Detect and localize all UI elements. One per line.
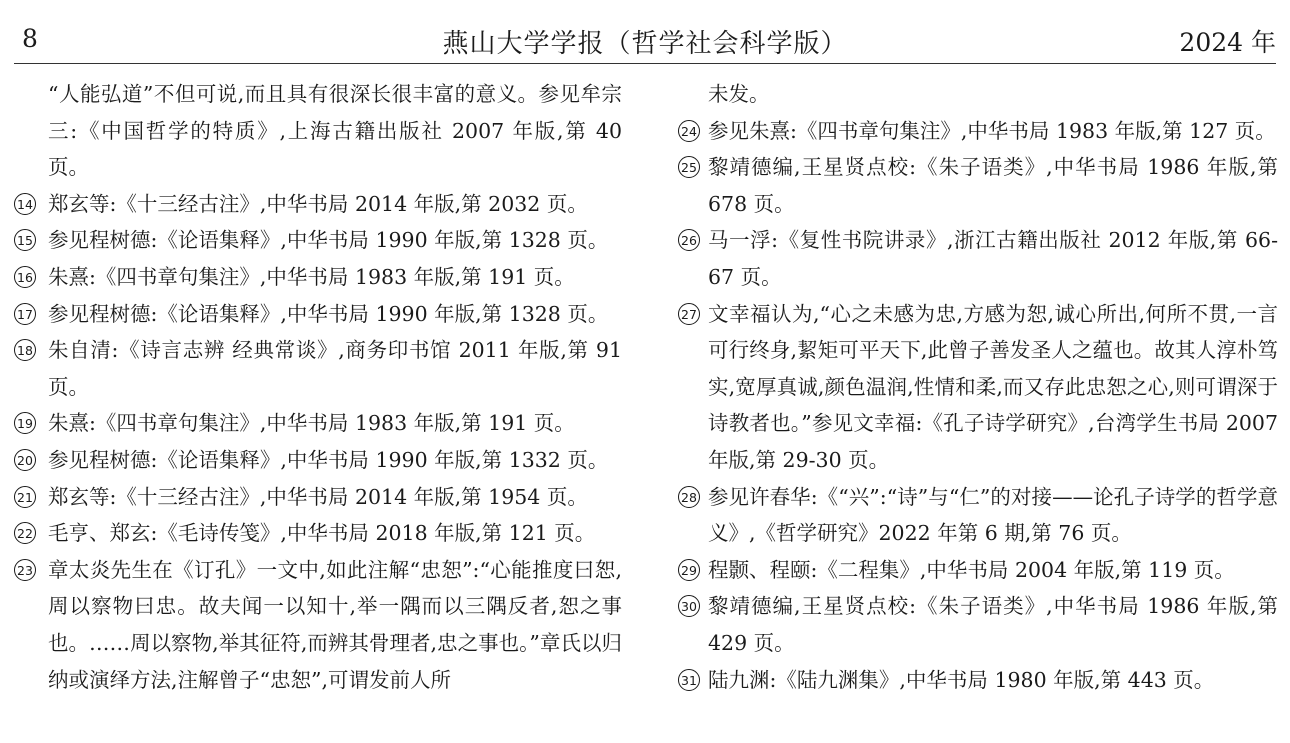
footnote-number: 28 [678, 486, 700, 508]
footnote: 20 参见程树德:《论语集释》,中华书局 1990 年版,第 1332 页。 [14, 442, 622, 479]
footnote-number: 26 [678, 229, 700, 251]
year-label: 2024 年 [1179, 28, 1276, 57]
right-column [678, 76, 1278, 698]
footnote-continuation: 未发。 [708, 82, 770, 106]
footnote-number: 21 [14, 486, 36, 508]
footnote-number: 29 [678, 559, 700, 581]
footnote-number: 17 [14, 303, 36, 325]
footnote: 29 程颢、程颐:《二程集》,中华书局 2004 年版,第 119 页。 [678, 552, 1278, 589]
footnote: 14 郑玄等:《十三经古注》,中华书局 2014 年版,第 2032 页。 [14, 186, 622, 223]
footnote: 26 马一浮:《复性书院讲录》,浙江古籍出版社 2012 年版,第 66-67 页。 [678, 222, 1278, 295]
footnote-number: 27 [678, 303, 700, 325]
footnote-number: 18 [14, 339, 36, 361]
footnote-number: 15 [14, 229, 36, 251]
footnote: 31 陆九渊:《陆九渊集》,中华书局 1980 年版,第 443 页。 [678, 662, 1278, 699]
footnote-number: 19 [14, 412, 36, 434]
footnote: 23 章太炎先生在《订孔》一文中,如此注解“忠恕”:“心能推度曰恕,周以察物曰忠。故夫闻一以知十,举一隅而以三隅反者,恕之事也。……周以察物,举其征符,而辨其骨理者,忠之事也。”章氏以归纳或演绎方法,注解曾子“忠恕”,可谓发前人所 [14, 552, 622, 698]
footnote-number: 25 [678, 156, 700, 178]
footnote: 16 朱熹:《四书章句集注》,中华书局 1983 年版,第 191 页。 [14, 259, 622, 296]
footnote: 21 郑玄等:《十三经古注》,中华书局 2014 年版,第 1954 页。 [14, 479, 622, 516]
footnote: 28 参见许春华:《“兴”:“诗”与“仁”的对接——论孔子诗学的哲学意义》,《哲学研究》2022 年第 6 期,第 76 页。 [678, 479, 1278, 552]
footnote: 19 朱熹:《四书章句集注》,中华书局 1983 年版,第 191 页。 [14, 405, 622, 442]
footnote-continuation: “人能弘道”不但可说,而且具有很深长很丰富的意义。参见牟宗三:《中国哲学的特质》,上海古籍出版社 2007 年版,第 40 页。 [48, 82, 622, 180]
footnote-number: 14 [14, 193, 36, 215]
footnote-number: 23 [14, 559, 36, 581]
footnote: 27 文幸福认为,“心之未感为忠,方感为恕,诚心所出,何所不贯,一言可行终身,絜矩可平天下,此曾子善发圣人之蕴也。故其人淳朴笃实,宽厚真诚,颜色温润,性情和柔,而又存此忠恕之心,则可谓深于诗教者也。”参见文幸福:《孔子诗学研究》,台湾学生书局 2007 年版,第 29-30 页。 [678, 296, 1278, 479]
page-number: 8 [22, 24, 38, 53]
footnote: 18 朱自清:《诗言志辨 经典常谈》,商务印书馆 2011 年版,第 91 页。 [14, 332, 622, 405]
footnote: 17 参见程树德:《论语集释》,中华书局 1990 年版,第 1328 页。 [14, 296, 622, 333]
footnote-number: 30 [678, 595, 700, 617]
footnote-number: 22 [14, 522, 36, 544]
footnote: 15 参见程树德:《论语集释》,中华书局 1990 年版,第 1328 页。 [14, 222, 622, 259]
footnote: 30 黎靖德编,王星贤点校:《朱子语类》,中华书局 1986 年版,第 429 页。 [678, 588, 1278, 661]
footnote: 22 毛亨、郑玄:《毛诗传笺》,中华书局 2018 年版,第 121 页。 [14, 515, 622, 552]
left-column [14, 76, 622, 698]
footnote-number: 31 [678, 669, 700, 691]
footnote-number: 16 [14, 266, 36, 288]
journal-title: 燕山大学学报（哲学社会科学版） [442, 29, 848, 59]
page-header [0, 0, 1290, 66]
footnote-number: 24 [678, 120, 700, 142]
footnote: 25 黎靖德编,王星贤点校:《朱子语类》,中华书局 1986 年版,第 678 页。 [678, 149, 1278, 222]
header-rule [14, 63, 1276, 64]
footnote: 24 参见朱熹:《四书章句集注》,中华书局 1983 年版,第 127 页。 [678, 113, 1278, 150]
footnote-number: 20 [14, 449, 36, 471]
